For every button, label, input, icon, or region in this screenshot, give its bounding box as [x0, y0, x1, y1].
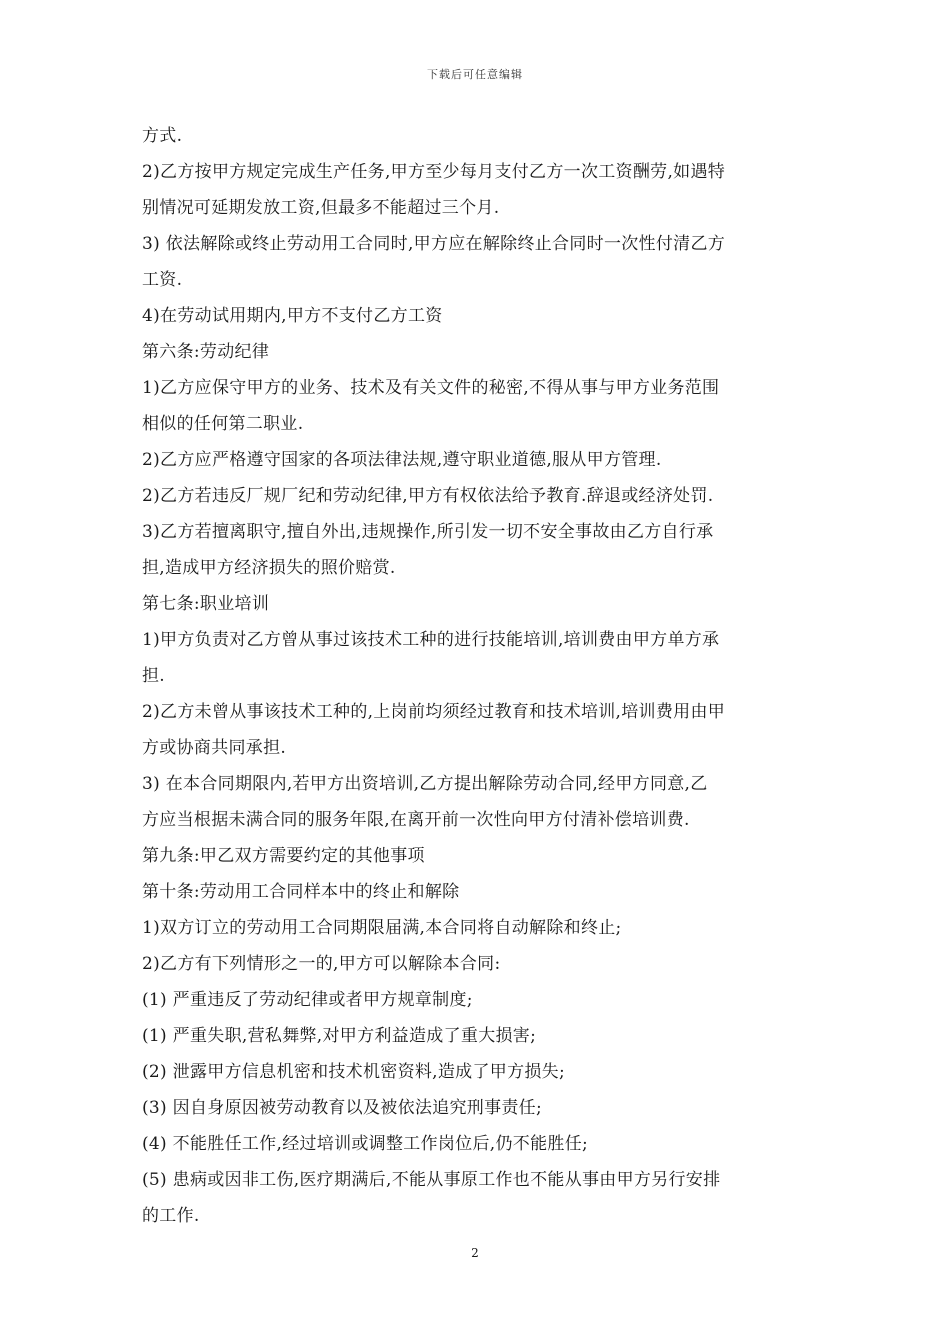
- text-line: 相似的任何第二职业.: [142, 414, 304, 434]
- text-line: 工资.: [142, 270, 183, 290]
- section-heading: 第九条:甲乙双方需要约定的其他事项: [142, 846, 425, 866]
- text-line: 3)乙方若擅离职守,擅自外出,违规操作,所引发一切不安全事故由乙方自行承: [142, 522, 714, 542]
- document-body: [142, 118, 812, 1234]
- text-line: 2)乙方有下列情形之一的,甲方可以解除本合同:: [142, 954, 501, 974]
- text-line: 1)甲方负责对乙方曾从事过该技术工种的进行技能培训,培训费由甲方单方承: [142, 630, 720, 650]
- section-heading: 第七条:职业培训: [142, 594, 270, 614]
- text-line: (4) 不能胜任工作,经过培训或调整工作岗位后,仍不能胜任;: [142, 1134, 589, 1154]
- text-line: (5) 患病或因非工伤,医疗期满后,不能从事原工作也不能从事由甲方另行安排: [142, 1170, 721, 1190]
- text-line: 方式.: [142, 126, 183, 146]
- text-line: (2) 泄露甲方信息机密和技术机密资料,造成了甲方损失;: [142, 1062, 566, 1082]
- text-line: 3) 在本合同期限内,若甲方出资培训,乙方提出解除劳动合同,经甲方同意,乙: [142, 774, 708, 794]
- page-header: 下载后可任意编辑: [427, 68, 523, 81]
- text-line: 方应当根据未满合同的服务年限,在离开前一次性向甲方付清补偿培训费.: [142, 810, 690, 830]
- text-line: 2)乙方未曾从事该技术工种的,上岗前均须经过教育和技术培训,培训费用由甲: [142, 702, 726, 722]
- section-heading: 第十条:劳动用工合同样本中的终止和解除: [142, 882, 460, 902]
- text-line: 别情况可延期发放工资,但最多不能超过三个月.: [142, 198, 500, 218]
- text-line: 的工作.: [142, 1206, 200, 1226]
- text-line: 1)双方订立的劳动用工合同期限届满,本合同将自动解除和终止;: [142, 918, 622, 938]
- text-line: (3) 因自身原因被劳动教育以及被依法追究刑事责任;: [142, 1098, 543, 1118]
- text-line: 3) 依法解除或终止劳动用工合同时,甲方应在解除终止合同时一次性付清乙方: [142, 234, 726, 254]
- text-line: 2)乙方按甲方规定完成生产任务,甲方至少每月支付乙方一次工资酬劳,如遇特: [142, 162, 726, 182]
- text-line: 2)乙方若违反厂规厂纪和劳动纪律,甲方有权依法给予教育.辞退或经济处罚.: [142, 486, 714, 506]
- text-line: (1) 严重失职,营私舞弊,对甲方利益造成了重大损害;: [142, 1026, 537, 1046]
- text-line: 担.: [142, 666, 166, 686]
- page-number: 2: [471, 1246, 479, 1260]
- text-line: 担,造成甲方经济损失的照价赔赏.: [142, 558, 396, 578]
- text-line: 1)乙方应保守甲方的业务、技术及有关文件的秘密,不得从事与甲方业务范围: [142, 378, 720, 398]
- text-line: 方或协商共同承担.: [142, 738, 287, 758]
- text-line: (1) 严重违反了劳动纪律或者甲方规章制度;: [142, 990, 473, 1010]
- text-line: 2)乙方应严格遵守国家的各项法律法规,遵守职业道德,服从甲方管理.: [142, 450, 662, 470]
- text-line: 4)在劳动试用期内,甲方不支付乙方工资: [142, 306, 443, 326]
- section-heading: 第六条:劳动纪律: [142, 342, 270, 362]
